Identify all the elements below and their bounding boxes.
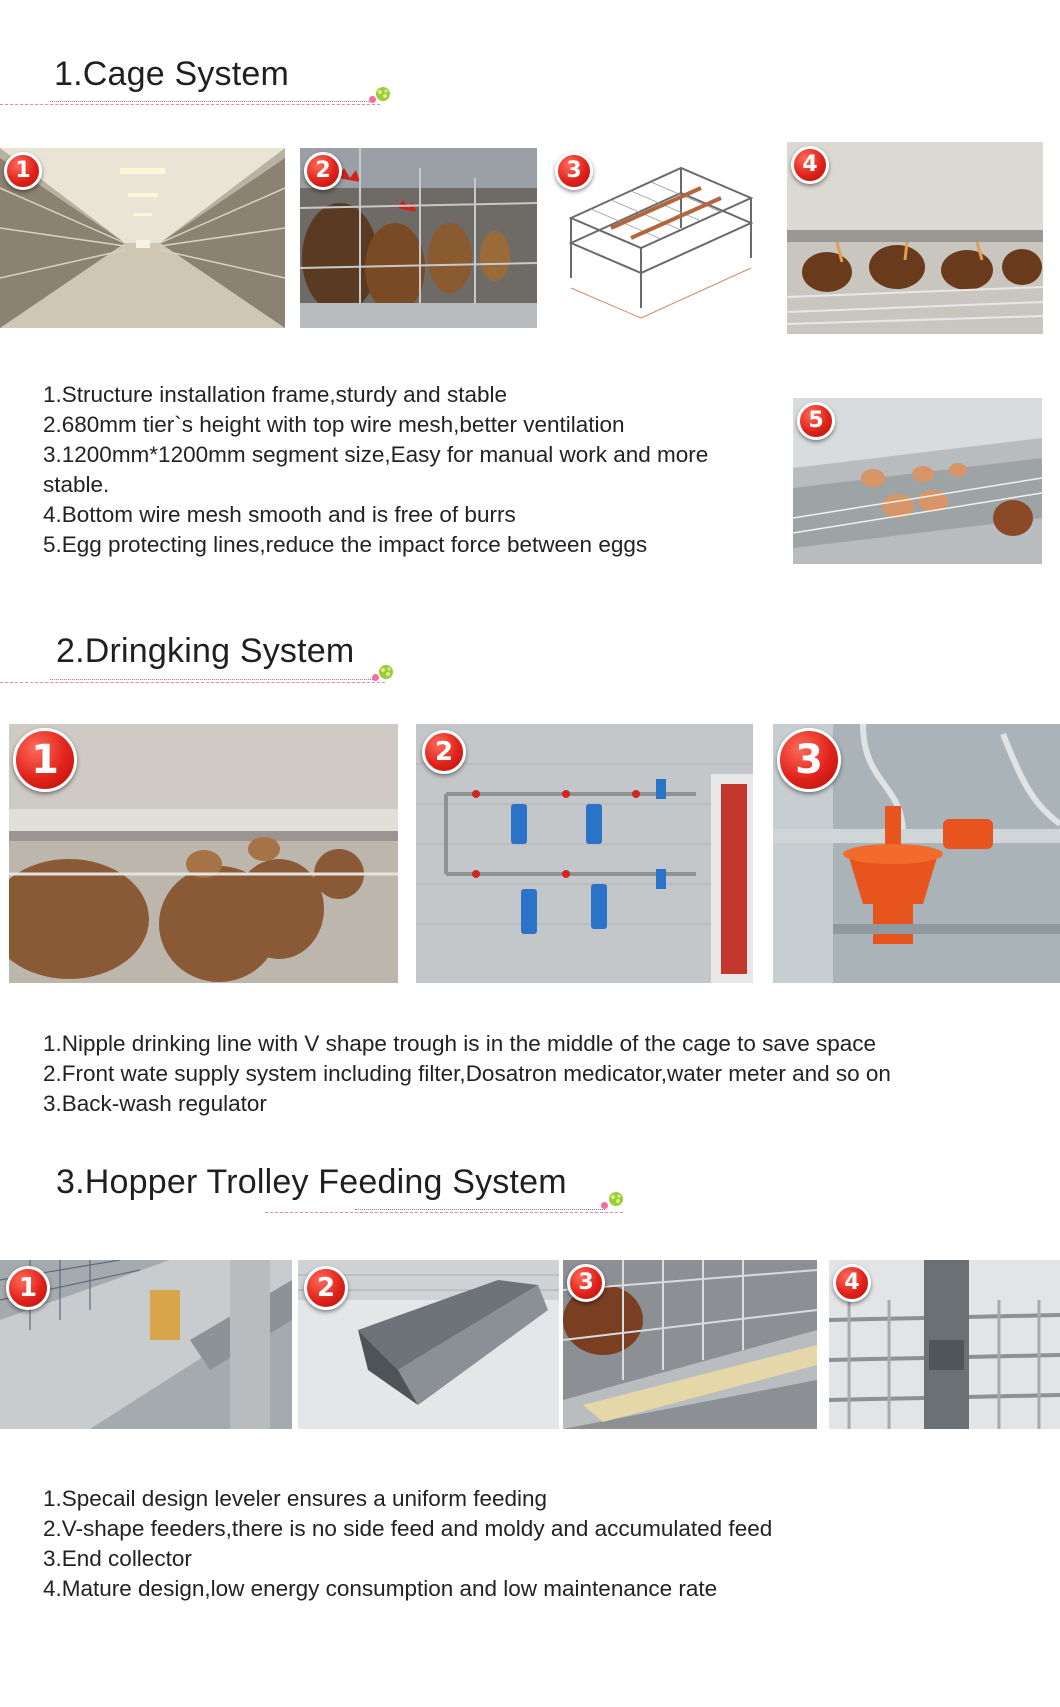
cage-photo-4 <box>787 142 1043 334</box>
feature-item: 3.Back-wash regulator <box>43 1091 267 1116</box>
flower-decoration-icon <box>375 86 391 102</box>
number-badge: 2 <box>304 152 342 190</box>
feeding-photo-1 <box>0 1260 292 1429</box>
pink-dot-icon <box>601 1202 608 1209</box>
number-badge: 1 <box>6 1266 50 1310</box>
feature-item: 4.Bottom wire mesh smooth and is free of burrs <box>43 502 516 527</box>
drinking-photo-2 <box>416 724 753 983</box>
feature-item: 3.End collector <box>43 1546 192 1571</box>
number-badge: 4 <box>833 1264 871 1302</box>
number-badge: 3 <box>567 1264 605 1302</box>
number-badge: 1 <box>4 152 42 190</box>
number-badge: 3 <box>555 152 593 190</box>
feature-item: 5.Egg protecting lines,reduce the impact force between eggs <box>43 532 648 557</box>
feeding-feature-list <box>43 1484 1043 1604</box>
title-underline <box>50 101 375 102</box>
drinking-photo-3 <box>773 724 1060 983</box>
feature-item: 2.680mm tier`s height with top wire mesh,better ventilation <box>43 412 625 437</box>
number-badge: 2 <box>422 730 466 774</box>
cage-photo-2 <box>300 148 537 328</box>
section-title-feeding: 3.Hopper Trolley Feeding System <box>56 1163 567 1201</box>
flower-decoration-icon <box>608 1191 624 1207</box>
cage-photo-5 <box>793 398 1042 564</box>
title-underline <box>50 679 375 680</box>
section-title-cage: 1.Cage System <box>54 55 290 93</box>
cage-photo-1 <box>0 148 285 328</box>
feature-item: 2.V-shape feeders,there is no side feed and moldy and accumulated feed <box>43 1516 773 1541</box>
cage-feature-list <box>43 380 763 560</box>
feeding-photo-2 <box>298 1260 559 1429</box>
number-badge: 2 <box>304 1266 348 1310</box>
feeding-photo-4 <box>829 1260 1060 1429</box>
drinking-feature-list <box>43 1029 1043 1119</box>
number-badge: 3 <box>777 728 841 792</box>
number-badge: 5 <box>797 402 835 440</box>
feature-item: 4.Mature design,low energy consumption and low maintenance rate <box>43 1576 718 1601</box>
pink-dot-icon <box>369 96 376 103</box>
cage-drawing-3 <box>551 148 776 328</box>
drinking-photo-1 <box>9 724 398 983</box>
feeding-photo-3 <box>563 1260 817 1429</box>
feature-item: 2.Front wate supply system including filter,Dosatron medicator,water meter and so on <box>43 1061 891 1086</box>
feature-item: 1.Specail design leveler ensures a uniform feeding <box>43 1486 548 1511</box>
feature-item: 1.Structure installation frame,sturdy and stable <box>43 382 507 407</box>
feature-item: 1.Nipple drinking line with V shape trough is in the middle of the cage to save space <box>43 1031 876 1056</box>
number-badge: 4 <box>791 146 829 184</box>
feature-item: 3.1200mm*1200mm segment size,Easy for manual work and more stable. <box>43 442 709 497</box>
section-title-drinking: 2.Dringking System <box>56 632 355 670</box>
title-underline <box>355 1209 605 1210</box>
title-underline <box>0 682 385 683</box>
title-underline <box>0 104 380 105</box>
number-badge: 1 <box>13 728 77 792</box>
title-underline <box>265 1212 623 1213</box>
flower-decoration-icon <box>378 664 394 680</box>
pink-dot-icon <box>372 674 379 681</box>
